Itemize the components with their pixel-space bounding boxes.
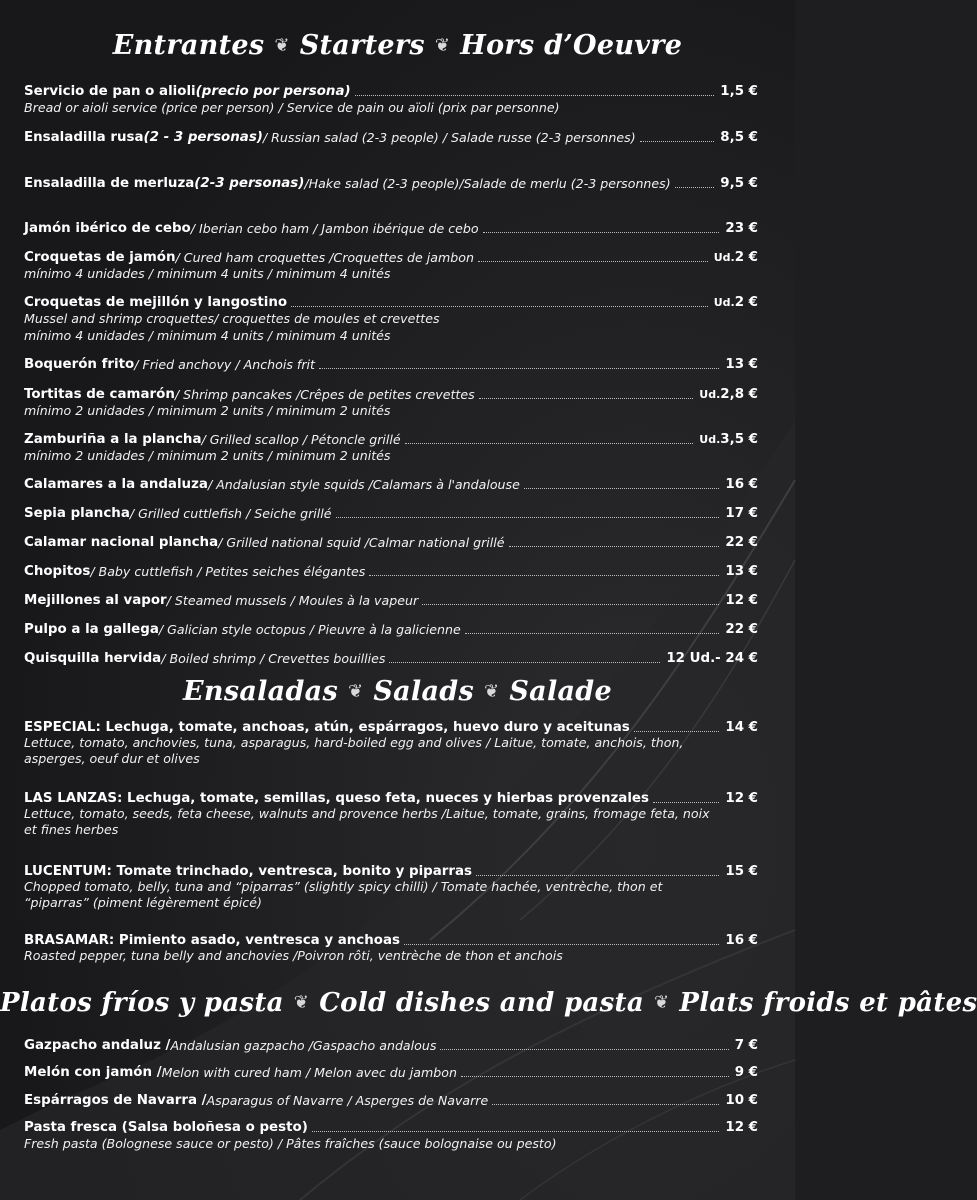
price-value: 2 € — [734, 250, 758, 265]
menu-item — [24, 1091, 758, 1108]
item-translation: / Iberian cebo ham / Jambon ibérique de cebo — [190, 221, 479, 236]
menu-item — [24, 562, 758, 579]
dotted-leader — [405, 443, 694, 444]
salad-name: LAS LANZAS: Lechuga, tomate, semillas, queso feta, nueces y hierbas provenzales — [24, 791, 649, 806]
title-part: Hors d’Oeuvre — [460, 30, 683, 61]
dotted-leader — [355, 95, 715, 96]
item-price — [714, 250, 758, 265]
subline-text: Mussel and shrimp croquettes/ croquettes de moules et crevettes — [24, 311, 440, 326]
menu-item — [24, 504, 758, 521]
salad-item — [24, 931, 758, 964]
item-price — [720, 130, 758, 145]
item-name: Espárragos de Navarra / — [24, 1093, 207, 1108]
dotted-leader — [389, 662, 660, 663]
item-price — [725, 357, 758, 372]
item-name: Sepia plancha — [24, 506, 130, 521]
item-translation: / Boiled shrimp / Crevettes bouillies — [161, 651, 386, 666]
item-price — [725, 1093, 758, 1108]
salad-price: 15 € — [725, 864, 758, 879]
item-price — [725, 593, 758, 608]
title-part: Starters — [299, 30, 425, 61]
item-name: Gazpacho andaluz / — [24, 1038, 171, 1053]
price-value: 2 € — [734, 295, 758, 310]
dotted-leader — [422, 604, 719, 605]
price-value: 22 € — [725, 622, 758, 637]
menu-item — [24, 430, 758, 464]
dotted-leader — [675, 187, 715, 188]
menu-item — [24, 591, 758, 608]
salad-item — [24, 718, 758, 767]
section-title-cold-dishes — [0, 988, 977, 1018]
item-name: Croquetas de jamón — [24, 250, 176, 265]
price-value: 9 € — [734, 1065, 758, 1080]
menu-item — [24, 248, 758, 282]
salad-item — [24, 789, 758, 838]
item-subline — [24, 327, 758, 344]
dotted-leader — [465, 633, 720, 634]
dotted-leader — [312, 1131, 720, 1132]
menu-item — [24, 620, 758, 637]
item-name: Pasta fresca (Salsa boloñesa o pesto) — [24, 1120, 308, 1135]
dotted-leader — [479, 398, 694, 399]
item-name: Chopitos — [24, 564, 91, 579]
item-price — [666, 651, 758, 666]
menu-item — [24, 1118, 758, 1152]
item-translation: / Grilled national squid /Calmar national grillé — [218, 535, 505, 550]
item-name: Ensaladilla rusa — [24, 130, 144, 145]
salad-name: LUCENTUM: Tomate trinchado, ventresca, bonito y piparras — [24, 864, 473, 879]
salad-price: 12 € — [725, 791, 758, 806]
ornament-icon: ❦ — [274, 35, 290, 56]
price-value: 23 € — [725, 221, 758, 236]
item-name: Servicio de pan o alioli — [24, 84, 196, 99]
price-value: 3,5 € — [720, 432, 758, 447]
price-unit: Ud. — [699, 388, 721, 401]
price-value: 16 € — [725, 477, 758, 492]
item-price — [699, 387, 758, 402]
price-value: 10 € — [725, 1093, 758, 1108]
item-subline — [24, 402, 758, 419]
item-subline — [24, 265, 758, 282]
dotted-leader — [483, 232, 720, 233]
item-price — [725, 1120, 758, 1135]
title-part: Entrantes — [112, 30, 265, 61]
menu-item — [24, 293, 758, 344]
item-subline — [24, 447, 758, 464]
item-translation: Melon with cured ham / Melon avec du jambon — [161, 1065, 457, 1080]
dotted-leader — [653, 802, 719, 803]
menu-item — [24, 1036, 758, 1053]
dotted-leader — [404, 944, 719, 945]
item-price — [725, 477, 758, 492]
item-translation: / Steamed mussels / Moules à la vapeur — [166, 593, 419, 608]
menu-item — [24, 385, 758, 419]
dotted-leader — [476, 875, 719, 876]
item-note: (precio por persona) — [195, 84, 351, 99]
ornament-icon: ❦ — [293, 992, 310, 1013]
price-value: 1,5 € — [720, 84, 758, 99]
title-part: Ensaladas — [183, 676, 338, 707]
subline-text: mínimo 2 unidades / minimum 2 units / minimum 2 unités — [24, 448, 391, 463]
item-name: Croquetas de mejillón y langostino — [24, 295, 288, 310]
price-value: 17 € — [725, 506, 758, 521]
item-name: Calamares a la andaluza — [24, 477, 208, 492]
item-name: Calamar nacional plancha — [24, 535, 219, 550]
item-subline — [24, 310, 758, 327]
subline-text: mínimo 4 unidades / minimum 4 units / minimum 4 unités — [24, 328, 391, 343]
subline-text: Bread or aioli service (price per person) / Service de pain ou aïoli (prix par personne) — [24, 100, 560, 115]
title-part: Platos fríos y pasta — [0, 988, 284, 1018]
title-part: Salads — [373, 676, 474, 707]
dotted-leader — [369, 575, 719, 576]
ornament-icon: ❦ — [347, 681, 364, 702]
menu-item — [24, 355, 758, 372]
ornament-icon: ❦ — [434, 35, 451, 56]
item-name: Ensaladilla de merluza — [24, 176, 195, 191]
dotted-leader — [291, 306, 708, 307]
item-note: (2-3 personas) — [194, 176, 305, 191]
item-subline — [24, 99, 758, 116]
dotted-leader — [640, 141, 715, 142]
menu-item — [24, 219, 758, 236]
item-price — [725, 535, 758, 550]
price-unit: Ud. — [699, 433, 721, 446]
item-translation: / Baby cuttlefish / Petites seiches élégantes — [90, 564, 366, 579]
dotted-leader — [461, 1076, 729, 1077]
salad-description: Lettuce, tomato, seeds, feta cheese, walnuts and provence herbs /Laitue, tomate, grains, fromage feta, noix et fines herbes — [24, 806, 710, 837]
item-translation: /Hake salad (2-3 people)/Salade de merlu (2-3 personnes) — [304, 176, 671, 191]
dotted-leader — [492, 1104, 719, 1105]
item-translation: Andalusian gazpacho /Gaspacho andalous — [170, 1038, 437, 1053]
salad-description: Lettuce, tomato, anchovies, tuna, asparagus, hard-boiled egg and olives / Laitue, tomate, anchois, thon, asperges, oeuf dur et olives — [24, 735, 684, 766]
item-translation: / Cured ham croquettes /Croquettes de jambon — [175, 250, 474, 265]
price-value: 7 € — [734, 1038, 758, 1053]
salad-name: BRASAMAR: Pimiento asado, ventresca y anchoas — [24, 933, 400, 948]
item-price — [725, 622, 758, 637]
dotted-leader — [336, 517, 720, 518]
ornament-icon: ❦ — [653, 992, 670, 1013]
price-value: 12 € — [725, 593, 758, 608]
title-part: Salade — [509, 676, 612, 707]
subline-text: mínimo 4 unidades / minimum 4 units / minimum 4 unités — [24, 266, 391, 281]
salad-price: 16 € — [725, 933, 758, 948]
price-value: 12 € — [725, 1120, 758, 1135]
price-value: 2,8 € — [720, 387, 758, 402]
dotted-leader — [634, 731, 720, 732]
menu-item — [24, 1063, 758, 1080]
dotted-leader — [440, 1049, 728, 1050]
item-price — [725, 221, 758, 236]
dotted-leader — [319, 368, 719, 369]
salad-item — [24, 862, 758, 911]
subline-text: Fresh pasta (Bolognese sauce or pesto) / Pâtes fraîches (sauce bolognaise ou pesto) — [24, 1136, 557, 1151]
item-price — [735, 1065, 758, 1080]
menu-item — [24, 82, 758, 116]
section-title-starters — [0, 30, 795, 61]
item-name: Jamón ibérico de cebo — [24, 221, 191, 236]
salad-name: ESPECIAL: Lechuga, tomate, anchoas, atún, espárragos, huevo duro y aceitunas — [24, 720, 630, 735]
item-translation: / Grilled scallop / Pétoncle grillé — [201, 432, 401, 447]
section-title-salads — [0, 676, 795, 707]
item-price — [720, 84, 758, 99]
price-value: 22 € — [725, 535, 758, 550]
item-name: Boquerón frito — [24, 357, 135, 372]
price-unit: Ud. — [713, 296, 735, 309]
menu-item — [24, 649, 758, 666]
item-price — [725, 564, 758, 579]
menu-item — [24, 128, 758, 145]
ornament-icon: ❦ — [483, 681, 500, 702]
item-translation: / Russian salad (2-3 people) / Salade russe (2-3 personnes) — [262, 130, 636, 145]
item-name: Mejillones al vapor — [24, 593, 167, 608]
item-name: Quisquilla hervida — [24, 651, 162, 666]
price-value: 8,5 € — [720, 130, 758, 145]
salad-description: Chopped tomato, belly, tuna and “piparras” (slightly spicy chilli) / Tomate hachée, ventrèche, thon et “piparras” (piment légèrement épicé) — [24, 879, 663, 910]
dotted-leader — [509, 546, 720, 547]
price-value: 12 Ud.- 24 € — [666, 651, 758, 666]
item-subline — [24, 1135, 758, 1152]
salad-description: Roasted pepper, tuna belly and anchovies /Poivron rôti, ventrèche de thon et anchois — [24, 948, 563, 963]
item-price — [720, 176, 758, 191]
item-name: Zamburiña a la plancha — [24, 432, 202, 447]
item-name: Tortitas de camarón — [24, 387, 175, 402]
item-name: Melón con jamón / — [24, 1065, 162, 1080]
salad-price: 14 € — [725, 720, 758, 735]
title-part: Plats froids et pâtes — [679, 988, 977, 1018]
price-value: 13 € — [725, 357, 758, 372]
item-note: (2 - 3 personas) — [143, 130, 263, 145]
price-unit: Ud. — [713, 251, 735, 264]
menu-item — [24, 174, 758, 191]
item-translation: / Shrimp pancakes /Crêpes de petites crevettes — [174, 387, 475, 402]
item-price — [725, 506, 758, 521]
item-translation: / Galician style octopus / Pieuvre à la galicienne — [158, 622, 461, 637]
item-translation: Asparagus of Navarre / Asperges de Navarre — [206, 1093, 489, 1108]
item-price — [735, 1038, 758, 1053]
item-translation: / Fried anchovy / Anchois frit — [134, 357, 315, 372]
item-translation: / Grilled cuttlefish / Seiche grillé — [129, 506, 332, 521]
menu-item — [24, 475, 758, 492]
dotted-leader — [524, 488, 720, 489]
item-translation: / Andalusian style squids /Calamars à l'andalouse — [207, 477, 520, 492]
price-value: 9,5 € — [720, 176, 758, 191]
title-part: Cold dishes and pasta — [319, 988, 644, 1018]
item-price — [699, 432, 758, 447]
price-value: 13 € — [725, 564, 758, 579]
item-price — [714, 295, 758, 310]
subline-text: mínimo 2 unidades / minimum 2 units / minimum 2 unités — [24, 403, 391, 418]
menu-item — [24, 533, 758, 550]
item-name: Pulpo a la gallega — [24, 622, 159, 637]
dotted-leader — [478, 261, 708, 262]
